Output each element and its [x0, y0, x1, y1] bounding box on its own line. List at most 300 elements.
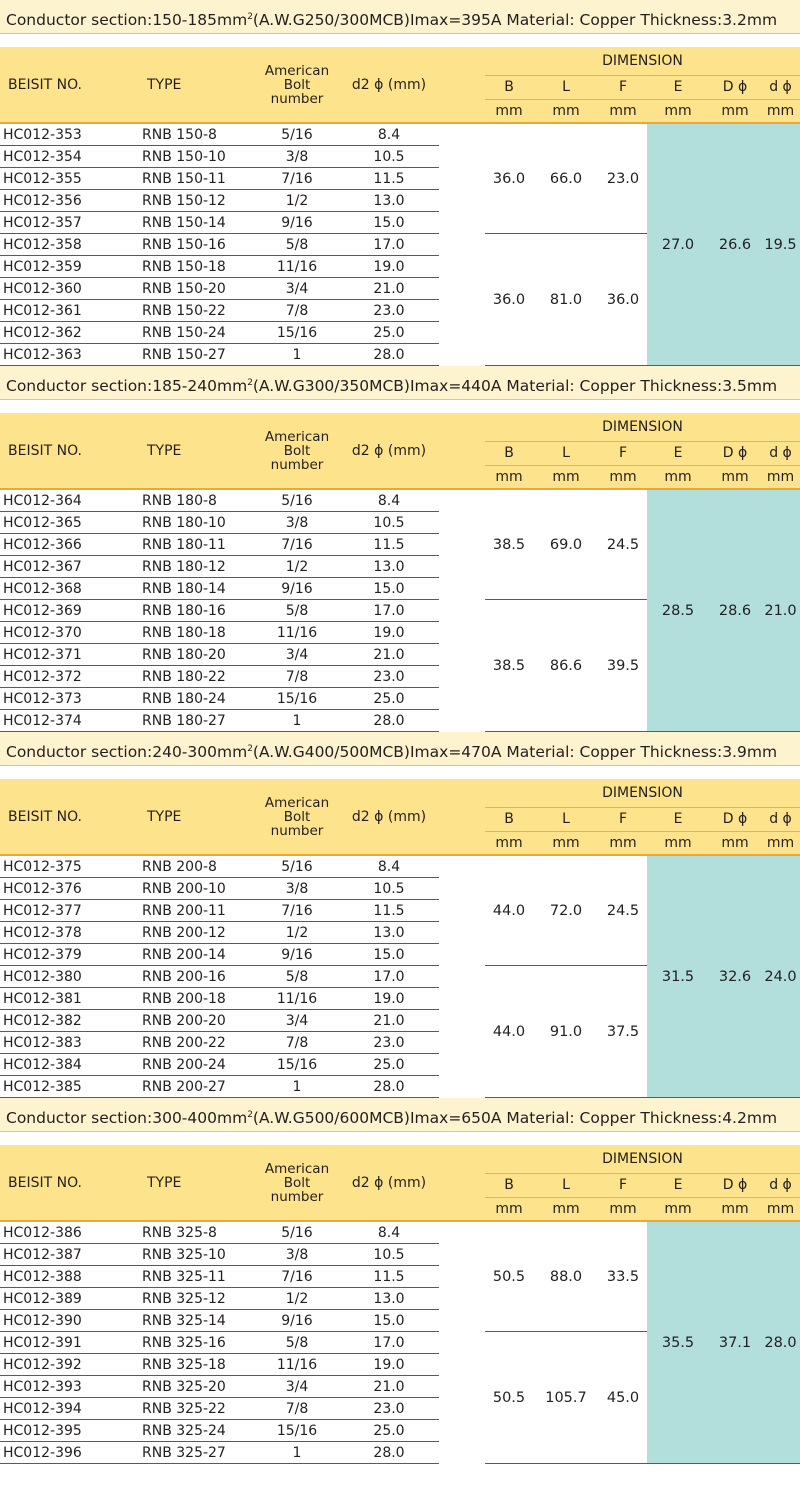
dim-small-dphi-cell: 21.0 — [761, 489, 800, 732]
d2-cell: 10.5 — [339, 512, 439, 534]
beisit-no-cell: HC012-379 — [0, 944, 139, 966]
header-dim-2: F — [599, 1173, 647, 1197]
d2-cell: 21.0 — [339, 1376, 439, 1398]
type-cell: RNB 200-22 — [139, 1032, 255, 1054]
header-dim-1: L — [533, 441, 599, 465]
bolt-number-cell: 3/8 — [255, 146, 339, 168]
beisit-no-cell: HC012-378 — [0, 922, 139, 944]
dim-small-dphi-cell: 28.0 — [761, 1221, 800, 1464]
bolt-number-cell: 15/16 — [255, 1420, 339, 1442]
header-d2: d2 ϕ (mm) — [339, 413, 439, 489]
conductor-details: (A.W.G250/300MCB)Imax=395A Material: Copper Thickness:3.2mm — [252, 11, 778, 30]
dim-b-cell: 38.5 — [485, 600, 533, 732]
header-beisit-no: BEISIT NO. — [0, 779, 139, 855]
type-cell: RNB 325-16 — [139, 1332, 255, 1354]
type-cell: RNB 180-12 — [139, 556, 255, 578]
bolt-number-cell: 5/16 — [255, 855, 339, 878]
bolt-number-cell: 1/2 — [255, 922, 339, 944]
table-row — [0, 123, 800, 146]
bolt-number-cell: 9/16 — [255, 212, 339, 234]
bolt-number-cell: 5/16 — [255, 123, 339, 146]
bolt-number-cell: 3/4 — [255, 644, 339, 666]
d2-cell: 25.0 — [339, 322, 439, 344]
header-dim-3: E — [647, 441, 709, 465]
header-dimension: DIMENSION — [485, 779, 800, 807]
bolt-number-cell: 1 — [255, 1076, 339, 1098]
header-american-bolt-number — [255, 47, 339, 123]
beisit-no-cell: HC012-371 — [0, 644, 139, 666]
bolt-number-cell: 1 — [255, 710, 339, 732]
header-unit: mm — [761, 465, 800, 489]
beisit-no-cell: HC012-389 — [0, 1288, 139, 1310]
bolt-number-cell: 5/8 — [255, 600, 339, 622]
header-american-bolt-number — [255, 413, 339, 489]
header-dim-0: B — [485, 807, 533, 831]
header-unit: mm — [761, 1197, 800, 1221]
header-dim-5: d ϕ — [761, 441, 800, 465]
bolt-number-cell: 9/16 — [255, 578, 339, 600]
beisit-no-cell: HC012-380 — [0, 966, 139, 988]
dim-b-cell: 36.0 — [485, 123, 533, 234]
table-row — [0, 1221, 800, 1244]
bolt-number-cell: 5/8 — [255, 234, 339, 256]
beisit-no-cell: HC012-373 — [0, 688, 139, 710]
dim-l-cell: 66.0 — [533, 123, 599, 234]
d2-cell: 23.0 — [339, 666, 439, 688]
d2-cell: 13.0 — [339, 1288, 439, 1310]
type-cell: RNB 150-27 — [139, 344, 255, 366]
d2-cell: 11.5 — [339, 534, 439, 556]
spec-table — [0, 779, 800, 1098]
beisit-no-cell: HC012-386 — [0, 1221, 139, 1244]
beisit-no-cell: HC012-356 — [0, 190, 139, 212]
header-bolt-line: Bolt — [283, 442, 311, 459]
bolt-number-cell: 5/8 — [255, 1332, 339, 1354]
beisit-no-cell: HC012-365 — [0, 512, 139, 534]
d2-cell: 17.0 — [339, 600, 439, 622]
bolt-number-cell: 3/8 — [255, 1244, 339, 1266]
header-unit: mm — [647, 1197, 709, 1221]
bolt-number-cell: 1 — [255, 344, 339, 366]
bolt-number-cell: 7/8 — [255, 1398, 339, 1420]
bolt-number-cell: 9/16 — [255, 944, 339, 966]
header-unit: mm — [761, 831, 800, 855]
dim-e-cell: 27.0 — [647, 123, 709, 366]
beisit-no-cell: HC012-381 — [0, 988, 139, 1010]
bolt-number-cell: 3/8 — [255, 878, 339, 900]
header-dim-4: D ϕ — [709, 441, 761, 465]
section-gap — [0, 400, 800, 413]
beisit-no-cell: HC012-364 — [0, 489, 139, 512]
d2-cell: 11.5 — [339, 168, 439, 190]
type-cell: RNB 200-16 — [139, 966, 255, 988]
bolt-number-cell: 3/8 — [255, 512, 339, 534]
header-spacer — [439, 1145, 485, 1221]
type-cell: RNB 180-18 — [139, 622, 255, 644]
beisit-no-cell: HC012-393 — [0, 1376, 139, 1398]
header-dim-5: d ϕ — [761, 75, 800, 99]
type-cell: RNB 325-18 — [139, 1354, 255, 1376]
bolt-number-cell: 1/2 — [255, 556, 339, 578]
beisit-no-cell: HC012-357 — [0, 212, 139, 234]
d2-cell: 15.0 — [339, 944, 439, 966]
header-unit: mm — [761, 99, 800, 123]
dim-e-cell: 28.5 — [647, 489, 709, 732]
type-cell: RNB 150-11 — [139, 168, 255, 190]
bolt-number-cell: 11/16 — [255, 1354, 339, 1376]
type-cell: RNB 180-16 — [139, 600, 255, 622]
header-american-bolt-number — [255, 779, 339, 855]
header-dim-5: d ϕ — [761, 807, 800, 831]
type-cell: RNB 180-24 — [139, 688, 255, 710]
header-unit: mm — [533, 831, 599, 855]
header-dim-2: F — [599, 75, 647, 99]
type-cell: RNB 200-12 — [139, 922, 255, 944]
type-cell: RNB 325-11 — [139, 1266, 255, 1288]
dim-l-cell: 86.6 — [533, 600, 599, 732]
type-cell: RNB 150-8 — [139, 123, 255, 146]
conductor-section-title — [0, 732, 800, 766]
dim-dphi-cell: 26.6 — [709, 123, 761, 366]
dim-l-cell: 72.0 — [533, 855, 599, 966]
row-spacer — [439, 489, 485, 732]
header-bolt-line: American — [264, 1160, 330, 1177]
header-dim-1: L — [533, 75, 599, 99]
spec-table — [0, 413, 800, 732]
header-beisit-no: BEISIT NO. — [0, 1145, 139, 1221]
beisit-no-cell: HC012-362 — [0, 322, 139, 344]
header-unit: mm — [485, 465, 533, 489]
conductor-details: (A.W.G400/500MCB)Imax=470A Material: Copper Thickness:3.9mm — [252, 743, 778, 762]
type-cell: RNB 150-24 — [139, 322, 255, 344]
beisit-no-cell: HC012-369 — [0, 600, 139, 622]
dim-l-cell: 105.7 — [533, 1332, 599, 1464]
d2-cell: 23.0 — [339, 300, 439, 322]
type-cell: RNB 200-10 — [139, 878, 255, 900]
bolt-number-cell: 11/16 — [255, 622, 339, 644]
bolt-number-cell: 15/16 — [255, 1054, 339, 1076]
beisit-no-cell: HC012-392 — [0, 1354, 139, 1376]
beisit-no-cell: HC012-372 — [0, 666, 139, 688]
bolt-number-cell: 3/4 — [255, 278, 339, 300]
beisit-no-cell: HC012-360 — [0, 278, 139, 300]
type-cell: RNB 150-22 — [139, 300, 255, 322]
dim-small-dphi-cell: 24.0 — [761, 855, 800, 1098]
bolt-number-cell: 5/8 — [255, 966, 339, 988]
type-cell: RNB 180-22 — [139, 666, 255, 688]
bolt-number-cell: 5/16 — [255, 1221, 339, 1244]
header-dim-3: E — [647, 75, 709, 99]
type-cell: RNB 180-10 — [139, 512, 255, 534]
d2-cell: 8.4 — [339, 1221, 439, 1244]
header-dim-4: D ϕ — [709, 1173, 761, 1197]
header-spacer — [439, 47, 485, 123]
header-bolt-line: number — [270, 90, 324, 107]
d2-cell: 28.0 — [339, 1442, 439, 1464]
header-dim-4: D ϕ — [709, 75, 761, 99]
type-cell: RNB 325-14 — [139, 1310, 255, 1332]
header-unit: mm — [599, 465, 647, 489]
dim-f-cell: 36.0 — [599, 234, 647, 366]
header-dim-3: E — [647, 807, 709, 831]
conductor-details: (A.W.G500/600MCB)Imax=650A Material: Copper Thickness:4.2mm — [252, 1109, 778, 1128]
d2-cell: 10.5 — [339, 1244, 439, 1266]
dim-e-cell: 31.5 — [647, 855, 709, 1098]
d2-cell: 25.0 — [339, 1420, 439, 1442]
header-unit: mm — [647, 99, 709, 123]
conductor-details: (A.W.G300/350MCB)Imax=440A Material: Copper Thickness:3.5mm — [252, 377, 778, 396]
header-dim-2: F — [599, 807, 647, 831]
beisit-no-cell: HC012-353 — [0, 123, 139, 146]
bolt-number-cell: 15/16 — [255, 688, 339, 710]
header-spacer — [439, 413, 485, 489]
dim-dphi-cell: 32.6 — [709, 855, 761, 1098]
bolt-number-cell: 3/4 — [255, 1376, 339, 1398]
header-bolt-line: number — [270, 822, 324, 839]
spec-section — [0, 366, 800, 732]
type-cell: RNB 325-12 — [139, 1288, 255, 1310]
type-cell: RNB 200-11 — [139, 900, 255, 922]
beisit-no-cell: HC012-359 — [0, 256, 139, 278]
header-unit: mm — [599, 1197, 647, 1221]
type-cell: RNB 200-24 — [139, 1054, 255, 1076]
dim-b-cell: 38.5 — [485, 489, 533, 600]
beisit-no-cell: HC012-375 — [0, 855, 139, 878]
d2-cell: 23.0 — [339, 1398, 439, 1420]
type-cell: RNB 180-27 — [139, 710, 255, 732]
d2-cell: 15.0 — [339, 578, 439, 600]
d2-cell: 8.4 — [339, 123, 439, 146]
dim-dphi-cell: 28.6 — [709, 489, 761, 732]
type-cell: RNB 200-18 — [139, 988, 255, 1010]
d2-cell: 23.0 — [339, 1032, 439, 1054]
conductor-text: Conductor section:240-300mm — [6, 743, 248, 762]
header-dim-1: L — [533, 807, 599, 831]
dim-l-cell: 88.0 — [533, 1221, 599, 1332]
spec-section — [0, 732, 800, 1098]
header-unit: mm — [599, 831, 647, 855]
header-unit: mm — [533, 465, 599, 489]
d2-cell: 11.5 — [339, 900, 439, 922]
spec-section — [0, 0, 800, 366]
conductor-text: Conductor section:300-400mm — [6, 1109, 248, 1128]
type-cell: RNB 180-8 — [139, 489, 255, 512]
header-bolt-line: number — [270, 1188, 324, 1205]
bolt-number-cell: 5/16 — [255, 489, 339, 512]
conductor-superscript: 2 — [247, 1110, 253, 1120]
header-d2: d2 ϕ (mm) — [339, 1145, 439, 1221]
type-cell: RNB 180-20 — [139, 644, 255, 666]
bolt-number-cell: 11/16 — [255, 988, 339, 1010]
dim-f-cell: 39.5 — [599, 600, 647, 732]
beisit-no-cell: HC012-385 — [0, 1076, 139, 1098]
type-cell: RNB 325-27 — [139, 1442, 255, 1464]
beisit-no-cell: HC012-395 — [0, 1420, 139, 1442]
type-cell: RNB 325-10 — [139, 1244, 255, 1266]
header-unit: mm — [485, 1197, 533, 1221]
d2-cell: 10.5 — [339, 878, 439, 900]
d2-cell: 13.0 — [339, 556, 439, 578]
header-type: TYPE — [139, 779, 255, 855]
section-gap — [0, 34, 800, 47]
type-cell: RNB 150-20 — [139, 278, 255, 300]
d2-cell: 8.4 — [339, 489, 439, 512]
dim-f-cell: 33.5 — [599, 1221, 647, 1332]
d2-cell: 11.5 — [339, 1266, 439, 1288]
section-gap — [0, 766, 800, 779]
d2-cell: 17.0 — [339, 234, 439, 256]
table-row — [0, 489, 800, 512]
spec-table — [0, 1145, 800, 1464]
dim-l-cell: 69.0 — [533, 489, 599, 600]
d2-cell: 25.0 — [339, 1054, 439, 1076]
header-unit: mm — [533, 1197, 599, 1221]
header-beisit-no: BEISIT NO. — [0, 413, 139, 489]
header-d2: d2 ϕ (mm) — [339, 47, 439, 123]
beisit-no-cell: HC012-368 — [0, 578, 139, 600]
dim-f-cell: 37.5 — [599, 966, 647, 1098]
beisit-no-cell: HC012-354 — [0, 146, 139, 168]
header-unit: mm — [533, 99, 599, 123]
d2-cell: 25.0 — [339, 688, 439, 710]
header-dim-0: B — [485, 1173, 533, 1197]
dim-l-cell: 91.0 — [533, 966, 599, 1098]
row-spacer — [439, 123, 485, 366]
section-gap — [0, 1132, 800, 1145]
header-bolt-line: number — [270, 456, 324, 473]
header-beisit-no: BEISIT NO. — [0, 47, 139, 123]
header-unit: mm — [647, 465, 709, 489]
header-dim-3: E — [647, 1173, 709, 1197]
type-cell: RNB 150-18 — [139, 256, 255, 278]
header-dim-0: B — [485, 441, 533, 465]
d2-cell: 28.0 — [339, 1076, 439, 1098]
bolt-number-cell: 7/16 — [255, 534, 339, 556]
bolt-number-cell: 7/16 — [255, 900, 339, 922]
header-unit: mm — [485, 99, 533, 123]
type-cell: RNB 180-11 — [139, 534, 255, 556]
header-unit: mm — [709, 465, 761, 489]
header-unit: mm — [485, 831, 533, 855]
beisit-no-cell: HC012-366 — [0, 534, 139, 556]
type-cell: RNB 180-14 — [139, 578, 255, 600]
dim-f-cell: 45.0 — [599, 1332, 647, 1464]
header-american-bolt-number — [255, 1145, 339, 1221]
header-bolt-line: American — [264, 428, 330, 445]
spec-table — [0, 47, 800, 366]
conductor-section-title — [0, 366, 800, 400]
beisit-no-cell: HC012-377 — [0, 900, 139, 922]
beisit-no-cell: HC012-367 — [0, 556, 139, 578]
conductor-superscript: 2 — [247, 744, 253, 754]
beisit-no-cell: HC012-396 — [0, 1442, 139, 1464]
beisit-no-cell: HC012-355 — [0, 168, 139, 190]
header-bolt-line: Bolt — [283, 1174, 311, 1191]
header-d2: d2 ϕ (mm) — [339, 779, 439, 855]
beisit-no-cell: HC012-374 — [0, 710, 139, 732]
d2-cell: 10.5 — [339, 146, 439, 168]
beisit-no-cell: HC012-391 — [0, 1332, 139, 1354]
conductor-section-title — [0, 0, 800, 34]
bolt-number-cell: 1/2 — [255, 1288, 339, 1310]
header-spacer — [439, 779, 485, 855]
header-unit: mm — [709, 831, 761, 855]
type-cell: RNB 325-22 — [139, 1398, 255, 1420]
bolt-number-cell: 7/16 — [255, 1266, 339, 1288]
type-cell: RNB 325-8 — [139, 1221, 255, 1244]
beisit-no-cell: HC012-370 — [0, 622, 139, 644]
beisit-no-cell: HC012-361 — [0, 300, 139, 322]
header-dim-4: D ϕ — [709, 807, 761, 831]
d2-cell: 21.0 — [339, 278, 439, 300]
bolt-number-cell: 1 — [255, 1442, 339, 1464]
type-cell: RNB 150-10 — [139, 146, 255, 168]
d2-cell: 19.0 — [339, 256, 439, 278]
header-unit: mm — [599, 99, 647, 123]
d2-cell: 15.0 — [339, 1310, 439, 1332]
d2-cell: 28.0 — [339, 344, 439, 366]
bolt-number-cell: 9/16 — [255, 1310, 339, 1332]
header-unit: mm — [709, 99, 761, 123]
conductor-section-title — [0, 1098, 800, 1132]
d2-cell: 15.0 — [339, 212, 439, 234]
conductor-superscript: 2 — [247, 12, 253, 22]
type-cell: RNB 150-12 — [139, 190, 255, 212]
dim-b-cell: 44.0 — [485, 855, 533, 966]
dim-dphi-cell: 37.1 — [709, 1221, 761, 1464]
bolt-number-cell: 7/16 — [255, 168, 339, 190]
dim-b-cell: 50.5 — [485, 1332, 533, 1464]
beisit-no-cell: HC012-390 — [0, 1310, 139, 1332]
beisit-no-cell: HC012-363 — [0, 344, 139, 366]
bolt-number-cell: 1/2 — [255, 190, 339, 212]
beisit-no-cell: HC012-394 — [0, 1398, 139, 1420]
header-bolt-line: American — [264, 62, 330, 79]
bolt-number-cell: 7/8 — [255, 300, 339, 322]
type-cell: RNB 200-8 — [139, 855, 255, 878]
type-cell: RNB 325-24 — [139, 1420, 255, 1442]
d2-cell: 13.0 — [339, 922, 439, 944]
type-cell: RNB 200-14 — [139, 944, 255, 966]
d2-cell: 19.0 — [339, 1354, 439, 1376]
d2-cell: 21.0 — [339, 644, 439, 666]
beisit-no-cell: HC012-388 — [0, 1266, 139, 1288]
header-type: TYPE — [139, 1145, 255, 1221]
type-cell: RNB 200-20 — [139, 1010, 255, 1032]
table-row — [0, 855, 800, 878]
d2-cell: 19.0 — [339, 622, 439, 644]
dim-b-cell: 36.0 — [485, 234, 533, 366]
header-type: TYPE — [139, 47, 255, 123]
header-unit: mm — [709, 1197, 761, 1221]
dim-f-cell: 24.5 — [599, 855, 647, 966]
header-dimension: DIMENSION — [485, 47, 800, 75]
d2-cell: 17.0 — [339, 1332, 439, 1354]
dim-b-cell: 44.0 — [485, 966, 533, 1098]
conductor-text: Conductor section:185-240mm — [6, 377, 248, 396]
bolt-number-cell: 11/16 — [255, 256, 339, 278]
bolt-number-cell: 7/8 — [255, 1032, 339, 1054]
header-dimension: DIMENSION — [485, 1145, 800, 1173]
beisit-no-cell: HC012-383 — [0, 1032, 139, 1054]
d2-cell: 8.4 — [339, 855, 439, 878]
d2-cell: 17.0 — [339, 966, 439, 988]
bolt-number-cell: 3/4 — [255, 1010, 339, 1032]
header-bolt-line: Bolt — [283, 808, 311, 825]
dim-f-cell: 23.0 — [599, 123, 647, 234]
dim-f-cell: 24.5 — [599, 489, 647, 600]
type-cell: RNB 325-20 — [139, 1376, 255, 1398]
